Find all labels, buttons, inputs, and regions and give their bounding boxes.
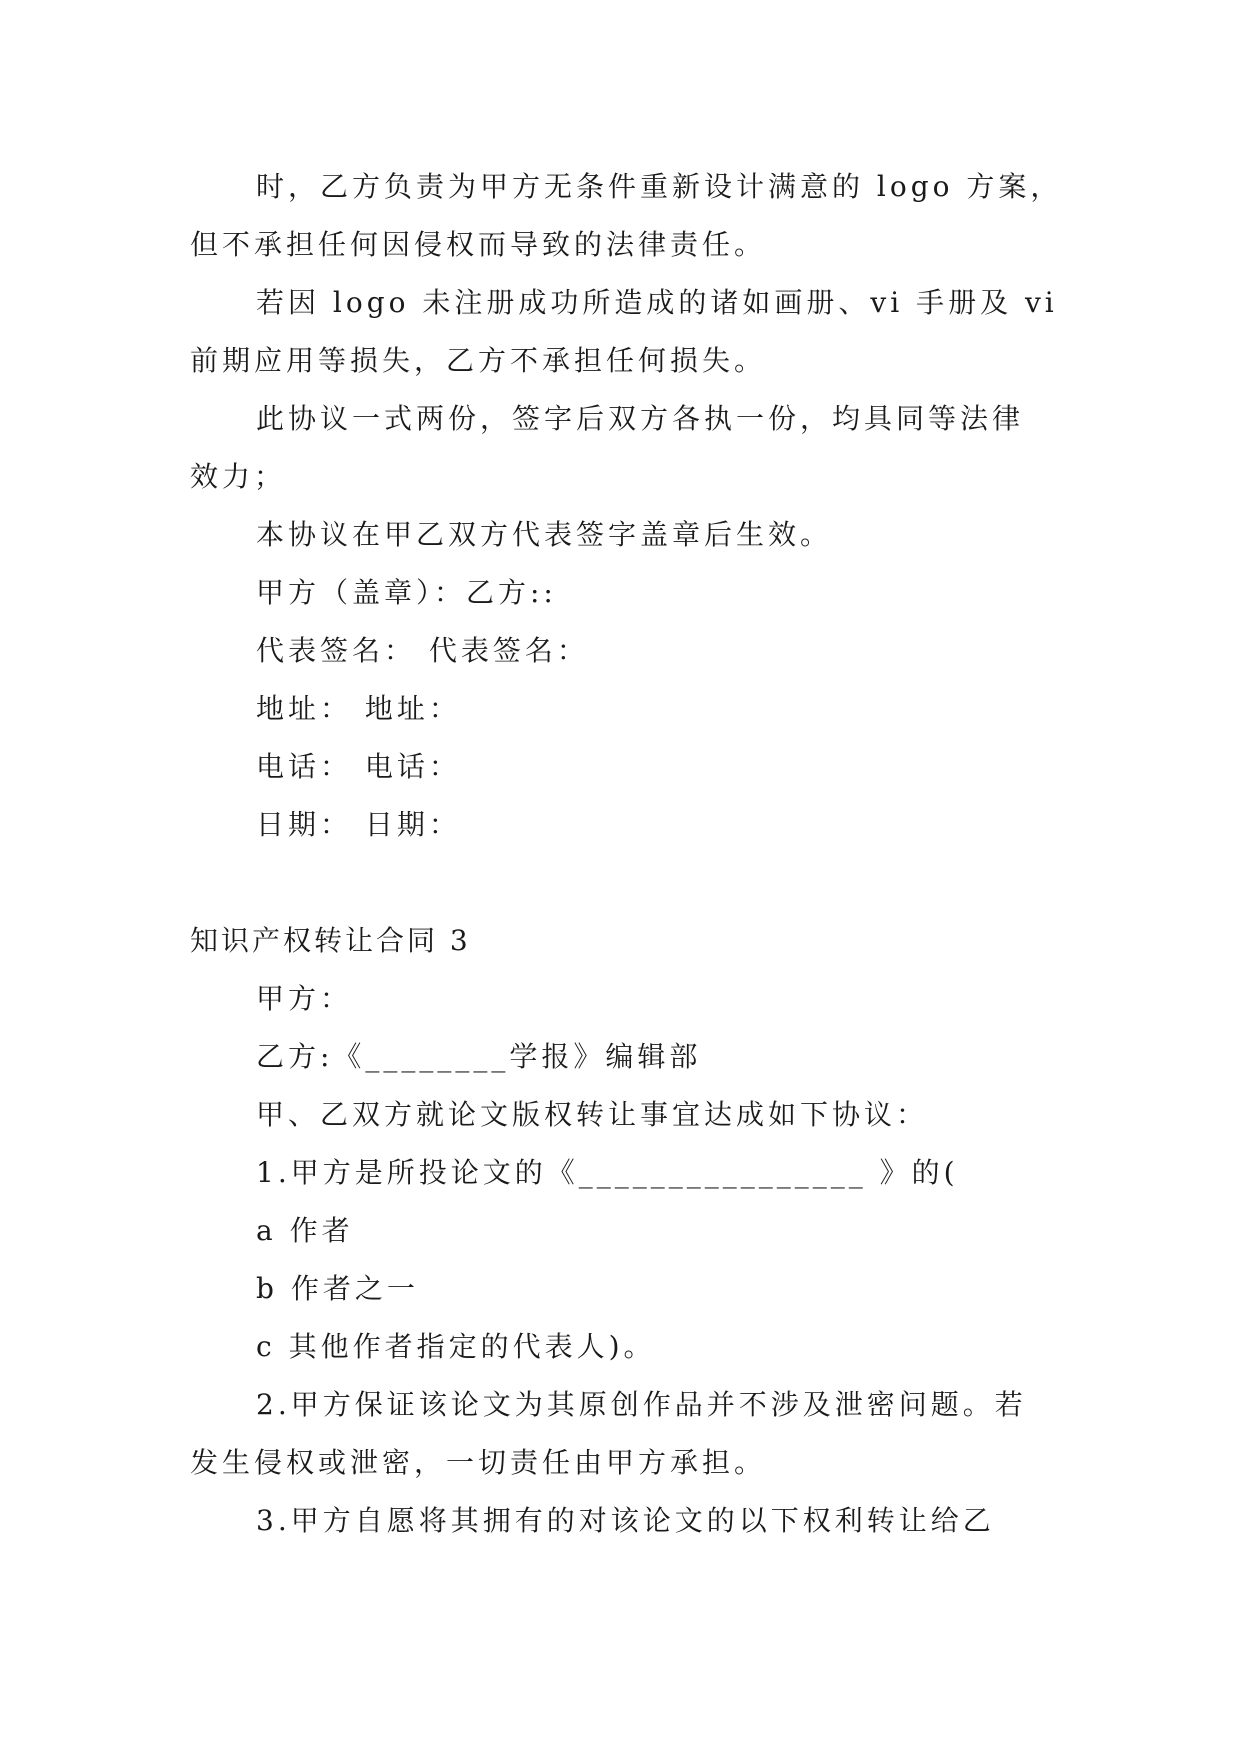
signature-date-line: 日期： 日期： [256, 808, 461, 841]
contract-3-intro: 甲、乙双方就论文版权转让事宜达成如下协议： [256, 1098, 929, 1131]
section-spacer [190, 854, 1050, 912]
contract-3-item-3-line-1: 3.甲方自愿将其拥有的对该论文的以下权利转让给乙 [256, 1504, 995, 1537]
signature-representative-line: 代表签名： 代表签名： [256, 634, 589, 667]
contract-3-option-c: c 其他作者指定的代表人)。 [256, 1330, 656, 1363]
contract-3-party-a: 甲方： [256, 982, 353, 1015]
signature-phone-line: 电话： 电话： [256, 750, 461, 783]
clause-continuation-line-1: 时，乙方负责为甲方无条件重新设计满意的 logo 方案， [256, 170, 1063, 203]
clause-effective: 本协议在甲乙双方代表签字盖章后生效。 [256, 518, 833, 551]
signature-party-line: 甲方（盖章）：乙方:: [256, 576, 557, 609]
signature-address-line: 地址： 地址： [256, 692, 461, 725]
contract-3-title: 知识产权转让合同 3 [190, 924, 471, 957]
contract-3-item-2-line-1: 2.甲方保证该论文为其原创作品并不涉及泄密问题。若 [256, 1388, 1027, 1421]
contract-3-option-a: a 作者 [256, 1214, 354, 1247]
clause-copies-line-2: 效力； [190, 460, 287, 493]
contract-3-party-b: 乙方:《________学报》编辑部 [256, 1040, 702, 1073]
document-body [190, 158, 1063, 1550]
clause-unregistered-line-2: 前期应用等损失，乙方不承担任何损失。 [190, 344, 767, 377]
clause-unregistered-line-1: 若因 logo 未注册成功所造成的诸如画册、vi 手册及 vi [256, 286, 1058, 319]
contract-3-option-b: b 作者之一 [256, 1272, 419, 1305]
clause-continuation-line-2: 但不承担任何因侵权而导致的法律责任。 [190, 228, 767, 261]
contract-3-item-2-line-2: 发生侵权或泄密，一切责任由甲方承担。 [190, 1446, 767, 1479]
contract-3-item-1: 1.甲方是所投论文的《________________ 》的( [256, 1156, 959, 1189]
clause-copies-line-1: 此协议一式两份，签字后双方各执一份，均具同等法律 [256, 402, 1025, 435]
